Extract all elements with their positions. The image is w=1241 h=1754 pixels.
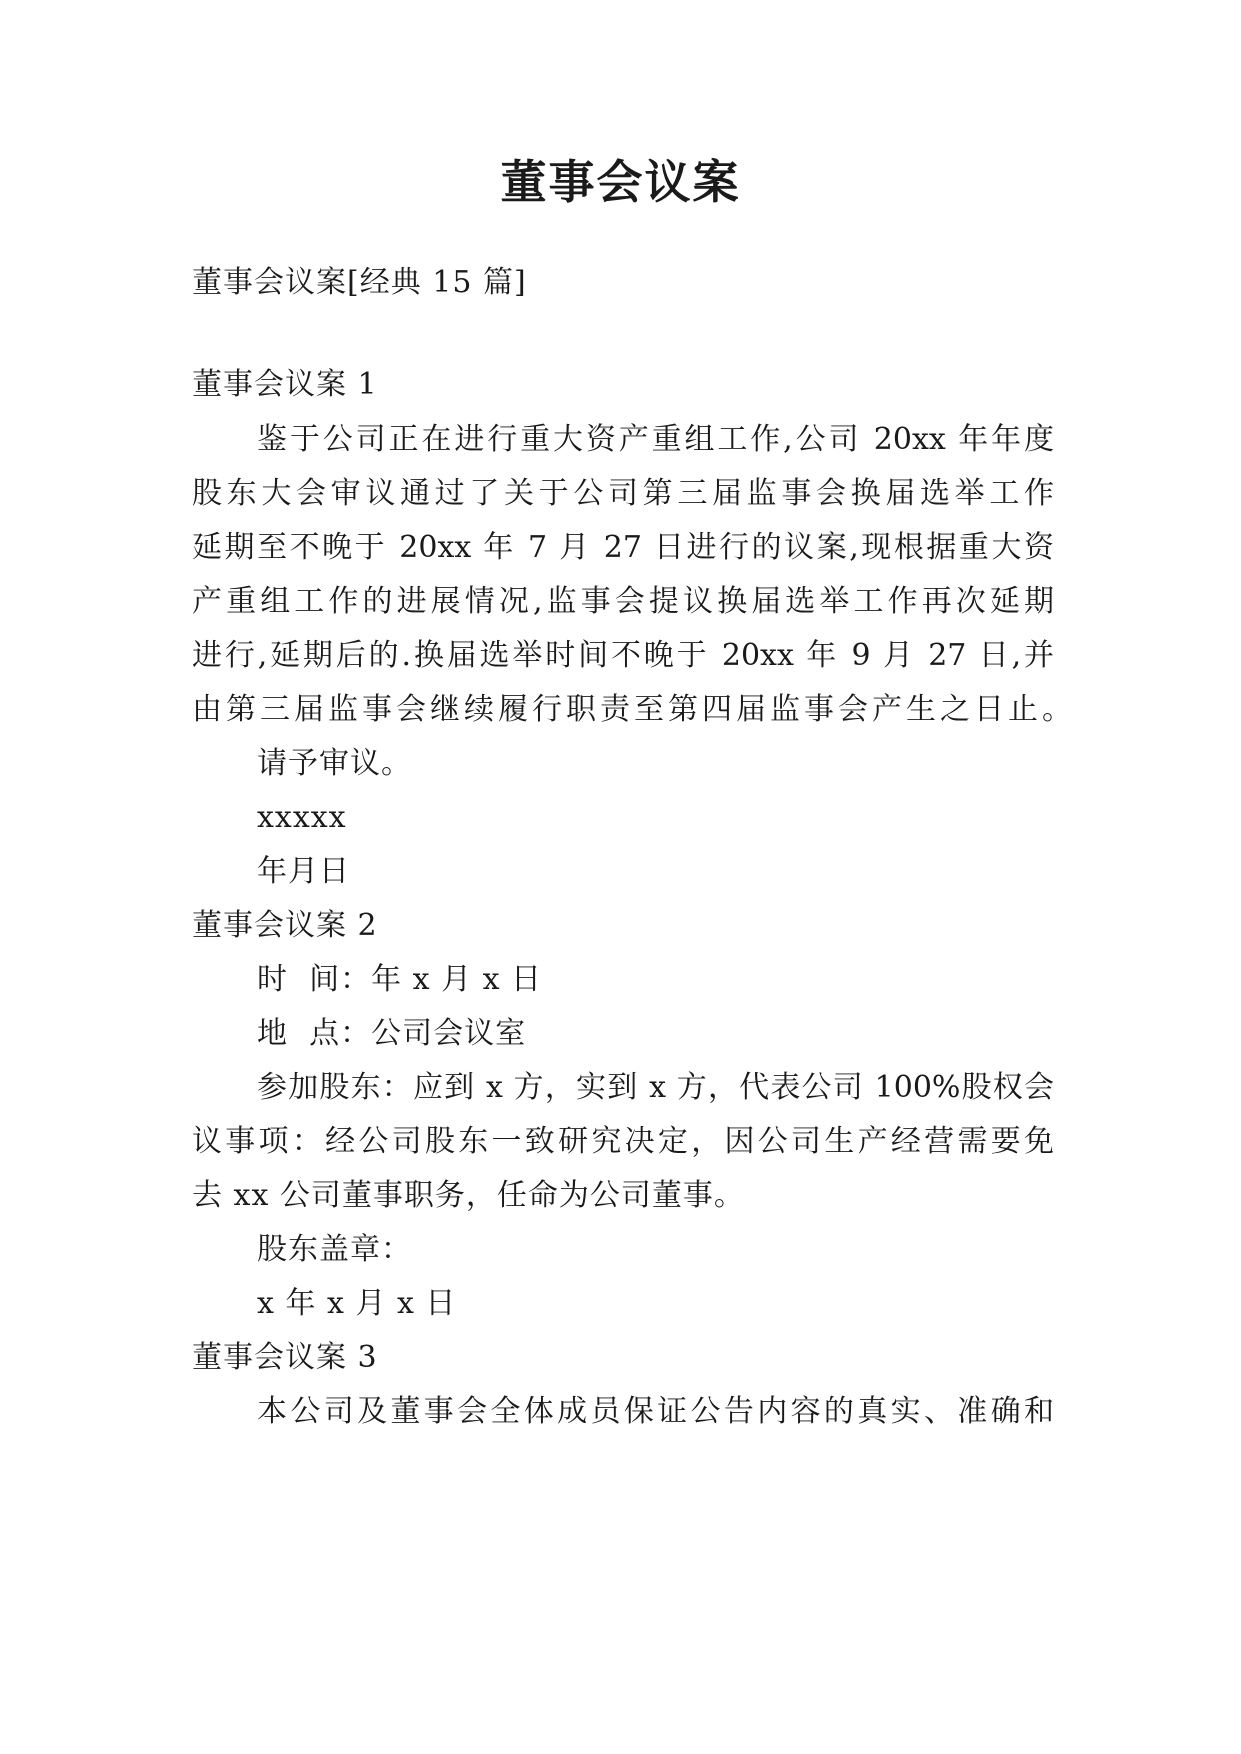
paragraph-line: 鉴于公司正在进行重大资产重组工作,公司 20xx 年年度 — [257, 422, 1054, 457]
paragraph-line: 请予审议。 — [257, 746, 412, 781]
paragraph-line: 参加股东：应到 x 方，实到 x 方，代表公司 100%股权会 — [257, 1070, 1054, 1105]
paragraph-line: 股东大会审议通过了关于公司第三届监事会换届选举工作 — [192, 476, 1054, 511]
signature-line: xxxxx — [257, 800, 347, 835]
paragraph-line: 产重组工作的进展情况,监事会提议换届选举工作再次延期 — [192, 584, 1054, 619]
date-line: 年月日 — [257, 854, 350, 889]
paragraph-line: 进行,延期后的.换届选举时间不晚于 20xx 年 9 月 27 日,并 — [192, 638, 1054, 673]
document-title: 董事会议案 — [500, 155, 741, 209]
meeting-location: 地 点：公司会议室 — [257, 1016, 527, 1051]
date-line: x 年 x 月 x 日 — [257, 1286, 457, 1321]
paragraph-line: 延期至不晚于 20xx 年 7 月 27 日进行的议案,现根据重大资 — [192, 530, 1054, 565]
section-heading-2: 董事会议案 2 — [192, 908, 378, 943]
paragraph-line: 议事项：经公司股东一致研究决定，因公司生产经营需要免 — [192, 1124, 1054, 1159]
meeting-time: 时 间：年 x 月 x 日 — [257, 962, 543, 997]
document-subtitle: 董事会议案[经典 15 篇] — [192, 265, 527, 300]
section-heading-3: 董事会议案 3 — [192, 1340, 378, 1375]
paragraph-line: 本公司及董事会全体成员保证公告内容的真实、准确和 — [257, 1394, 1054, 1429]
paragraph-line: 由第三届监事会继续履行职责至第四届监事会产生之日止。 — [192, 692, 1072, 727]
section-heading-1: 董事会议案 1 — [192, 367, 378, 402]
paragraph-line: 去 xx 公司董事职务，任命为公司董事。 — [192, 1178, 745, 1213]
seal-line: 股东盖章： — [257, 1232, 412, 1267]
